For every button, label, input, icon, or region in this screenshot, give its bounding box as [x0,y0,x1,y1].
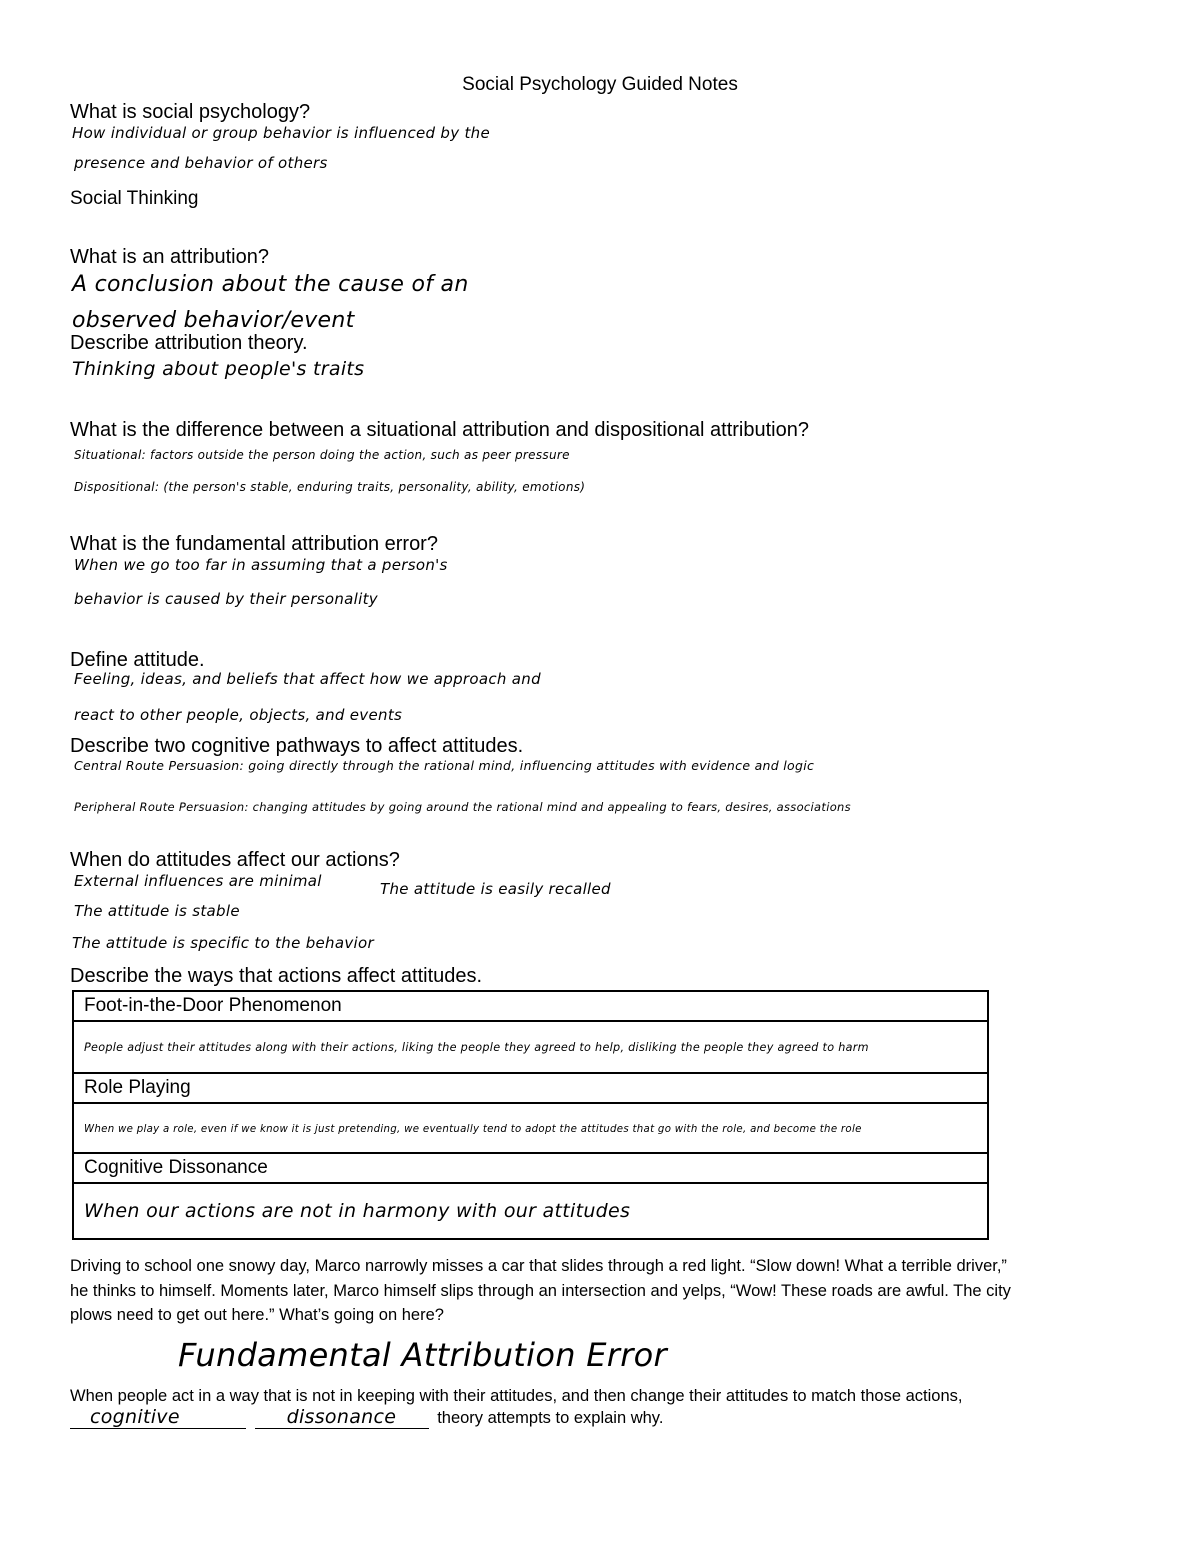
answer-foot-in-the-door: People adjust their attitudes along with their actions, liking the people they agreed to help, disliking the people they agreed to harm [84,1041,869,1054]
fill-in-text-line1: When people act in a way that is not in keeping with their attitudes, and then change their attitudes to match those actions, [70,1387,963,1405]
fill-in-blank-1 [70,1406,246,1429]
question-situational-vs-dispositional: What is the difference between a situational attribution and dispositional attribution? [70,419,809,441]
answer-fae-line2: behavior is caused by their personality [74,590,378,608]
fill-in-line2 [70,1406,663,1429]
answer-condition-external-influences: External influences are minimal [74,872,322,890]
fill-in-answer-1: cognitive [90,1406,180,1428]
fill-in-tail: theory attempts to explain why. [437,1409,664,1427]
scenario-text-line3: plows need to get out here.” What’s going on here? [70,1306,444,1324]
scenario-answer: Fundamental Attribution Error [178,1336,668,1374]
answer-role-playing: When we play a role, even if we know it is just pretending, we eventually tend to adopt the attitudes that go with the role, and become the role [84,1124,862,1135]
answer-attribution-line2: observed behavior/event [72,308,355,333]
table-answer-foot-in-the-door [73,1021,988,1073]
answer-dispositional: Dispositional: (the person's stable, enduring traits, personality, ability, emotions) [74,480,586,494]
actions-affect-attitudes-table [72,990,989,1240]
answer-central-route: Central Route Persuasion: going directly through the rational mind, influencing attitudes with evidence and logic [74,758,815,773]
answer-attitude-line2: react to other people, objects, and events [74,706,403,724]
answer-peripheral-route: Peripheral Route Persuasion: changing attitudes by going around the rational mind and appealing to fears, desires, associations [74,800,851,814]
answer-condition-specific: The attitude is specific to the behavior [72,934,374,952]
answer-attribution-line1: A conclusion about the cause of an [72,272,469,297]
question-social-psychology: What is social psychology? [70,101,311,123]
scenario-text-line1: Driving to school one snowy day, Marco narrowly misses a car that slides through a red light. “Slow down! What a terrible driver,” [70,1257,1007,1275]
table-heading-cognitive-dissonance: Cognitive Dissonance [73,1153,988,1183]
answer-social-psychology-line2: presence and behavior of others [74,154,328,172]
question-attitudes-affect-actions: When do attitudes affect our actions? [70,849,400,871]
answer-situational: Situational: factors outside the person doing the action, such as peer pressure [74,448,570,462]
table-heading-role-playing: Role Playing [73,1073,988,1103]
table-answer-role-playing [73,1103,988,1153]
table-answer-cognitive-dissonance [73,1183,988,1239]
question-fundamental-attribution-error: What is the fundamental attribution error? [70,533,438,555]
answer-attitude-line1: Feeling, ideas, and beliefs that affect how we approach and [74,670,541,688]
fill-in-blank-2 [255,1406,429,1429]
question-attribution-theory: Describe attribution theory. [70,332,308,354]
question-attribution: What is an attribution? [70,246,269,268]
page-title: Social Psychology Guided Notes [462,74,738,95]
section-heading-social-thinking: Social Thinking [70,188,199,209]
scenario-text-line2: he thinks to himself. Moments later, Marco himself slips through an intersection and yelps, “Wow! These roads are awful. The city [70,1282,1011,1300]
answer-cognitive-dissonance: When our actions are not in harmony with our attitudes [84,1200,631,1222]
question-actions-affect-attitudes: Describe the ways that actions affect attitudes. [70,965,483,987]
fill-in-answer-2: dissonance [286,1406,397,1428]
answer-social-psychology-line1: How individual or group behavior is influenced by the [72,124,490,142]
table-heading-foot-in-the-door: Foot-in-the-Door Phenomenon [73,991,988,1021]
question-cognitive-pathways: Describe two cognitive pathways to affect attitudes. [70,735,524,757]
answer-attribution-theory: Thinking about people's traits [72,358,365,380]
answer-condition-easily-recalled: The attitude is easily recalled [380,880,611,898]
answer-fae-line1: When we go too far in assuming that a person's [74,556,448,574]
answer-condition-stable: The attitude is stable [74,902,240,920]
question-define-attitude: Define attitude. [70,649,205,671]
